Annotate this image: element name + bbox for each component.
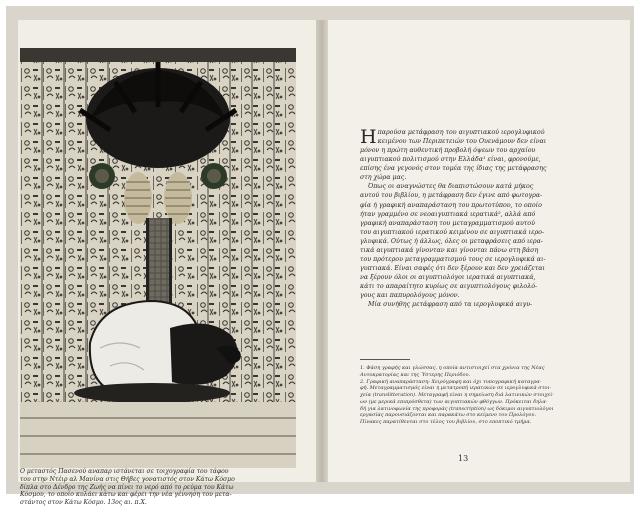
- text-line: μόνον η πρώτη αυθεντική προβολή όψεων του αρχαίου: [360, 147, 536, 155]
- text-line: του αιγυπτιακού ιερατικού κειμένου σε αιγυπτιακά ιερο-: [360, 228, 545, 236]
- caption-line: Κόσμου, το οποίο κυλάει κάτω και φέρει την νέα γέννηση του μετα-: [20, 491, 232, 499]
- footnote-line: Πίνακες παρατίθενται στο τέλος του βιβλίου, στο εποπτικό τμήμα.: [360, 419, 532, 425]
- text-line: κειμένου των Περιπετειών του Ουενάμουν δεν είναι: [377, 138, 547, 146]
- text-line: αυτού του βιβλίου, η μετάφραση δεν έγινε από φωτογρα-: [360, 192, 543, 200]
- caption-line: του στην Ντέιρ αλ Μανίνα στις Θήβες γονατιστός στον Κάτω Κόσμο: [20, 475, 235, 483]
- text-line: στη χώρα μας.: [360, 174, 407, 182]
- caption-line: στάντος στον Κάτω Κόσμο. 13ος αι. π.Χ.: [20, 499, 147, 507]
- text-line: παρούσα μετάφραση του αιγυπτιακού ιερογλυφικού: [377, 129, 545, 136]
- footnote-line: 2. Γραφική αναπαράσταση: Χειρόγραφη και όχι τυπογραφική καταγρα-: [360, 378, 542, 385]
- footnote-line: 1. Φάση γραφής και γλώσσας, η οποία αντιστοιχεί στα χρόνια της Νέας: [360, 365, 545, 371]
- tomb-painting-illustration: [20, 48, 296, 468]
- text-line: γους και παπυρολόγους μόνον.: [360, 292, 460, 300]
- tomb-painting-photo: [20, 48, 296, 468]
- footnote-line: φή. Μεταγραμματισμός είναι η μετατροπή ιερατικών σε ιερογλυφικά στοι-: [360, 385, 552, 392]
- text-line: κάτι το απαραίτητο κυρίως σε αιγυπτιολόγους φιλολό-: [360, 283, 538, 291]
- footnote-line: χεία (translitteration). Μεταγραφή είναι η σημείωση διά λατινικών στοιχεί-: [360, 392, 554, 398]
- main-text: [360, 128, 580, 309]
- text-line: γυπτιακά. Είναι σαφές ότι δεν ξέρουν και δεν χρειάζεται: [360, 264, 546, 272]
- caption-line: Ο μεταστός Πασενού αναπαρ ιστάνεται σε τοιχογραφία του τάφου: [20, 468, 229, 475]
- footnote-line: Αυτοκρατορίας και της Ύστερης Περιόδου.: [360, 371, 471, 378]
- page-number: 13: [458, 454, 469, 463]
- caption-line: δίπλα στο Δένδρο της Ζωής να πίνει το νερό από το ρεύμα του Κάτω: [20, 483, 234, 491]
- text-line: ήταν γραμμένο σε νεοαιγυπτιακά ιερατικά², αλλά από: [360, 210, 536, 218]
- text-line: επίσης ένα γεγονός στον τομέα της ίδιας της μετάφρασης: [360, 165, 547, 173]
- footnotes: [360, 365, 582, 426]
- text-line: Όπως οι αναγνώστες θα διαπιστώσουν κατά μήκος: [368, 183, 534, 191]
- footnote-line: εργασίας παρουσιάζονται και παρακάτω στο κείμενο του Προλόγου.: [360, 412, 537, 419]
- photo-caption: [20, 468, 292, 507]
- footnote-rule: [360, 359, 410, 360]
- text-line: γλυφικά. Ούτως ή άλλως, όλες οι μεταφράσεις από ιερα-: [360, 237, 543, 245]
- text-line: γραφική αναπαράσταση του μεταγραμματισμού αυτού: [360, 219, 535, 227]
- text-line: Μία συνήθης μετάφραση από τα ιερογλυφικά αιγυ-: [368, 301, 533, 309]
- text-line: τικά αιγυπτιακά γίνονταν και γίνονται πάνω στη βάση: [360, 246, 539, 254]
- text-line: να ξέρουν όλοι οι αιγυπτιολόγοι ιερατικά αιγυπτιακά,: [360, 274, 536, 281]
- footnote-line: ων (με μερικά επιπρόσθετα) των αιγυπτιακών φθόγγων. Πρόκειται δηλα-: [360, 398, 548, 405]
- footnote-line: δή για λατινοφωνία της προφοράς (transcription) ως δόκιμοι αιγυπτιολόγοι: [360, 405, 554, 412]
- book-gutter: [316, 20, 328, 482]
- text-line: του πρότερου μεταγραμματισμού τους σε ιερογλυφικά αι-: [360, 255, 546, 263]
- text-line: φία ή γραφική αναπαράσταση του πρωτοτύπου, το οποίο: [360, 201, 542, 209]
- drop-cap: Η: [360, 126, 377, 148]
- text-line: αιγυπτιακού πολιτισμού στην Ελλάδα¹ είναι, φρονούμε,: [360, 156, 541, 164]
